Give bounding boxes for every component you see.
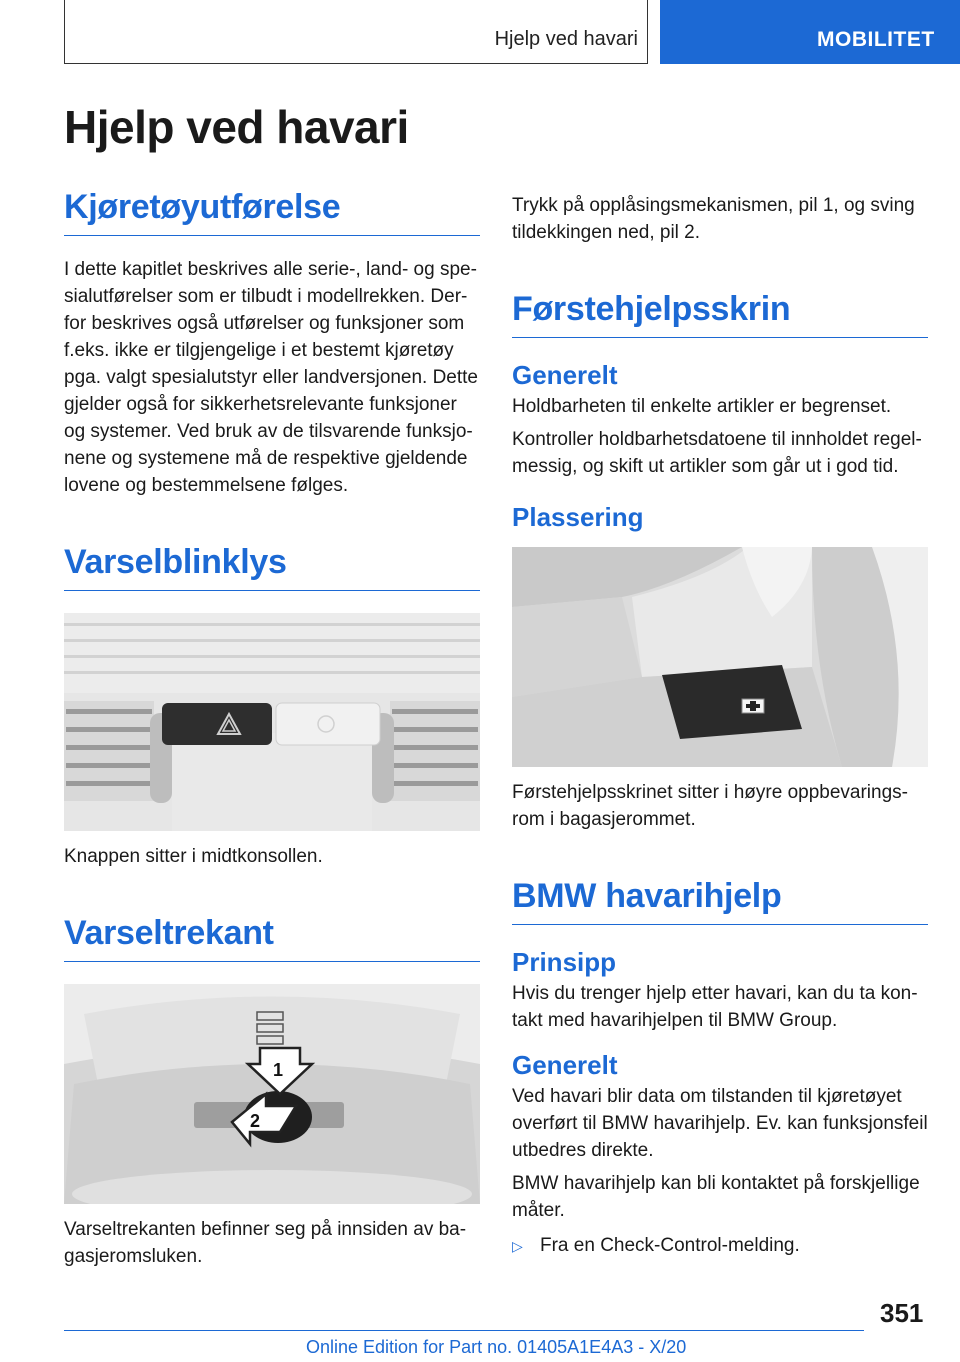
header-section-title: Hjelp ved havari bbox=[494, 28, 638, 50]
footer-divider bbox=[64, 1330, 864, 1331]
left-air-vent bbox=[64, 701, 154, 801]
arrow-2-label: 2 bbox=[250, 1111, 261, 1131]
hazard-button bbox=[162, 703, 272, 745]
list-item bbox=[512, 1232, 928, 1259]
first-aid-placement-caption: Førstehjelpsskrinet sitter i høyre oppbevaringsrom i bagasjerommet. bbox=[512, 782, 908, 830]
triangle-instruction: Trykk på opplåsingsmekanismen, pil 1, og sving tildekkingen ned, pil 2. bbox=[512, 195, 915, 243]
triangle-bullet-icon: ▷ bbox=[512, 1238, 523, 1254]
page-number: 351 bbox=[880, 1298, 924, 1328]
first-aid-general-text-2: Kontroller holdbarhetsdatoene til innholdet regelmessig, og skift ut artikler som går ut i god tid. bbox=[512, 429, 922, 477]
left-column bbox=[64, 188, 480, 1270]
heading-hazard-lights: Varselblinklys bbox=[64, 543, 480, 591]
triangle-caption: Varseltrekanten befinner seg på innsiden av bagasjeromsluken. bbox=[64, 1219, 467, 1267]
page-title: Hjelp ved havari bbox=[64, 101, 409, 153]
heading-bmw-roadside-assistance: BMW havarihjelp bbox=[512, 877, 928, 925]
hazard-caption: Knappen sitter i midtkonsollen. bbox=[64, 846, 323, 867]
bullet-check-control: Fra en Check-Control-melding. bbox=[540, 1235, 800, 1256]
heading-vehicle-version: Kjøretøyutførelse bbox=[64, 188, 480, 236]
vehicle-version-text: I dette kapitlet beskrives alle serie-, land- og spesialutførelser som er tilbudt i modellrekken. Derfor beskrives også utførelser og funksjoner som f.eks. ikke er tilgjengelige i et bestemt kjøretøy pga. valgt spesialutstyr eller landversjonen. Dette gjelder også for sikkerhetsrelevante funksjoner og systemer. Ved bruk av de tilsvarende funksjonene og systemene må de respektive gjeldende lovene og bestemmelsene følges. bbox=[64, 259, 479, 496]
heading-assist-general: Generelt bbox=[512, 1050, 618, 1080]
arrow-1-label: 1 bbox=[273, 1060, 284, 1080]
first-aid-general-text-1: Holdbarheten til enkelte artikler er begrenset. bbox=[512, 396, 892, 417]
header-chapter-tab[interactable]: MOBILITET bbox=[660, 0, 960, 64]
heading-first-aid-kit: Førstehjelpsskrin bbox=[512, 290, 928, 338]
heading-first-aid-placement: Plassering bbox=[512, 502, 644, 532]
right-column bbox=[512, 192, 928, 1259]
edition-note: Online Edition for Part no. 01405A1E4A3 - X/20 bbox=[306, 1337, 687, 1357]
right-air-vent bbox=[390, 701, 480, 801]
first-aid-kit bbox=[662, 665, 802, 739]
heading-first-aid-general: Generelt bbox=[512, 360, 618, 390]
assist-general-text-2: BMW havarihjelp kan bli kontaktet på forskjellige måter. bbox=[512, 1173, 920, 1221]
principle-text: Hvis du trenger hjelp etter havari, kan du ta kontakt med havarihjelpen til BMW Group. bbox=[512, 983, 918, 1031]
hazard-button-image bbox=[64, 613, 480, 831]
trunk-lid-illustration bbox=[64, 984, 480, 1204]
trunk-compartment-illustration bbox=[512, 547, 928, 767]
heading-principle: Prinsipp bbox=[512, 947, 617, 977]
heading-warning-triangle: Varseltrekant bbox=[64, 914, 480, 962]
assist-general-text-1: Ved havari blir data om tilstanden til kjøretøyet overført til BMW havarihjelp. Ev. kan funksjonsfeil utbedres direkte. bbox=[512, 1086, 928, 1161]
hazard-console-illustration bbox=[64, 613, 480, 831]
first-aid-kit-image bbox=[512, 547, 928, 767]
warning-triangle-image bbox=[64, 984, 480, 1204]
